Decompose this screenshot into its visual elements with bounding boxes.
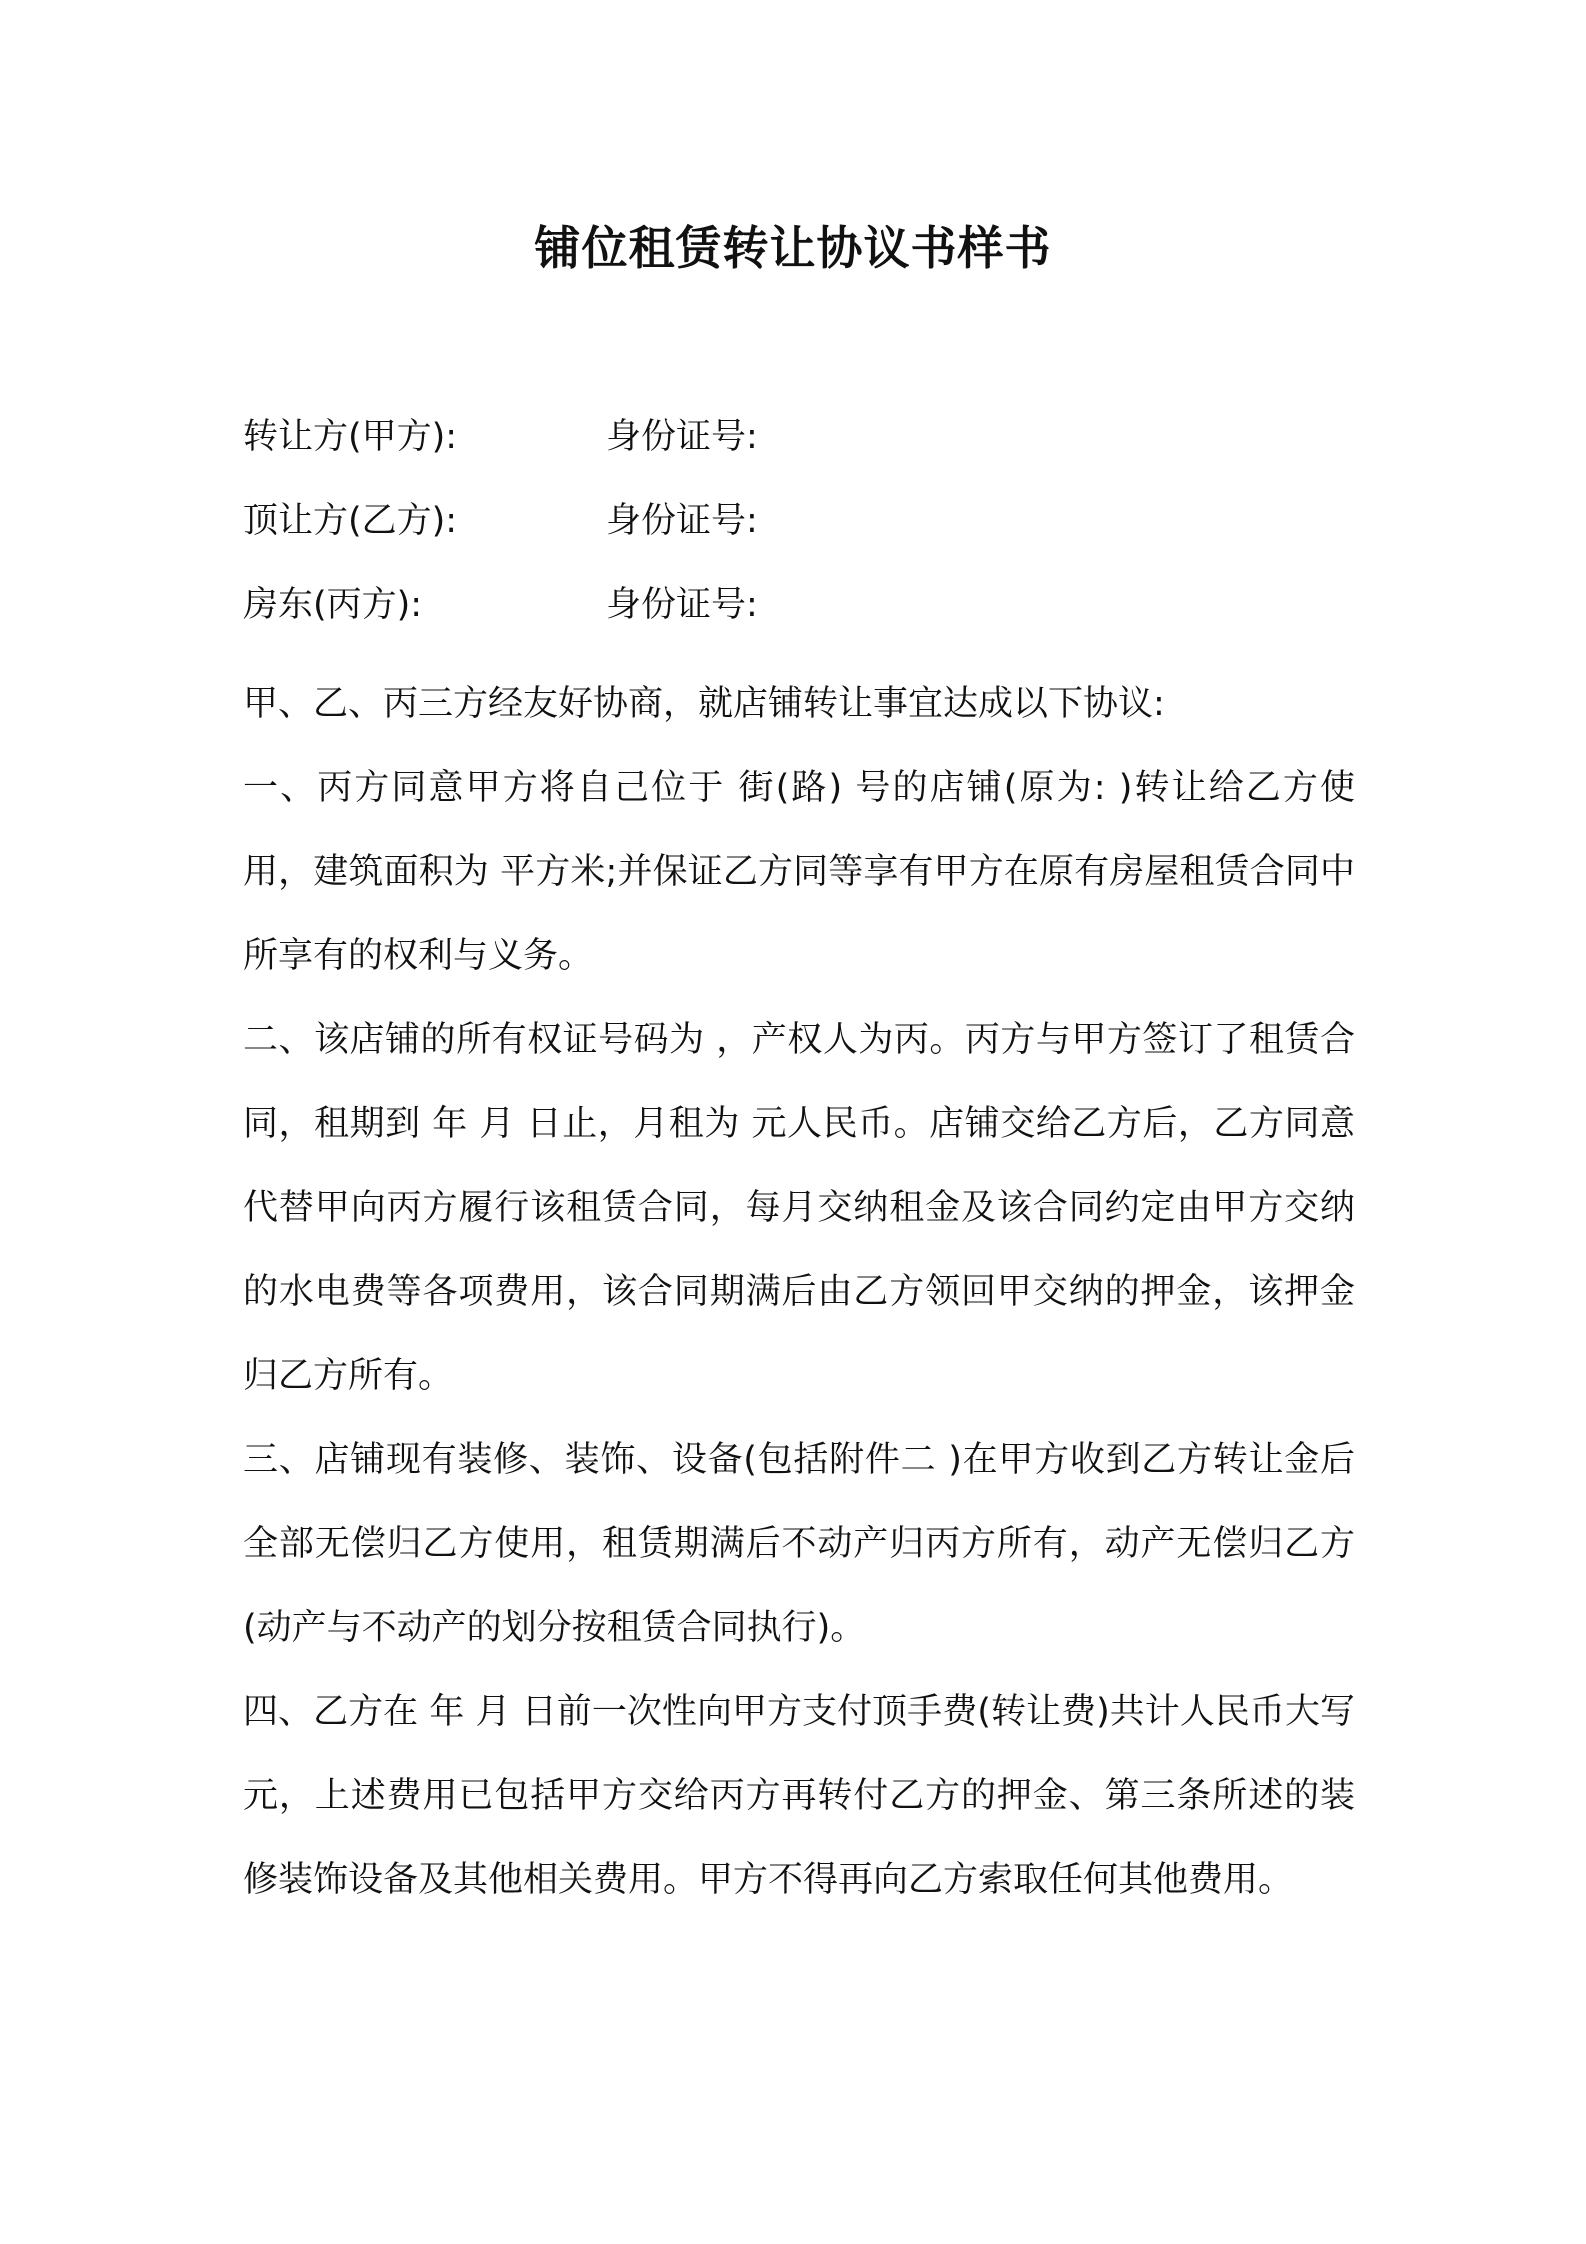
party-label: 转让方(甲方):	[243, 417, 458, 457]
party-row-landlord	[243, 580, 1363, 664]
party-list	[243, 412, 1363, 664]
clause-2: 二、该店铺的所有权证号码为 ，产权人为丙。丙方与甲方签订了租赁合同，租期到 年 月 日止，月租为 元人民币。店铺交给乙方后，乙方同意代替甲向丙方履行该租赁合同，每月交纳租金及该合同约定由甲方交纳的水电费等各项费用，该合同期满后由乙方领回甲交纳的押金，该押金归乙方所有。	[243, 1020, 1355, 1396]
party-row-transferor	[243, 412, 1363, 496]
agreement-body	[243, 662, 1355, 1922]
intro-paragraph: 甲、乙、丙三方经友好协商，就店铺转让事宜达成以下协议:	[243, 684, 1165, 724]
party-label: 房东(丙方):	[243, 585, 423, 625]
party-label: 顶让方(乙方):	[243, 501, 458, 541]
document-title: 铺位租赁转让协议书样书	[534, 221, 1052, 275]
clause-4: 四、乙方在 年 月 日前一次性向甲方支付顶手费(转让费)共计人民币大写 元，上述费用已包括甲方交给丙方再转付乙方的押金、第三条所述的装修装饰设备及其他相关费用。甲方不得再向乙方索取任何其他费用。	[243, 1692, 1355, 1900]
clause-3: 三、店铺现有装修、装饰、设备(包括附件二 )在甲方收到乙方转让金后全部无偿归乙方使用，租赁期满后不动产归丙方所有，动产无偿归乙方(动产与不动产的划分按租赁合同执行)。	[243, 1440, 1355, 1648]
id-number-label: 身份证号:	[606, 585, 758, 625]
id-number-label: 身份证号:	[606, 417, 758, 457]
id-number-label: 身份证号:	[606, 501, 758, 541]
party-row-transferee	[243, 496, 1363, 580]
clause-1: 一、丙方同意甲方将自己位于 街(路) 号的店铺(原为: )转让给乙方使用，建筑面积为 平方米;并保证乙方同等享有甲方在原有房屋租赁合同中所享有的权利与义务。	[243, 768, 1355, 976]
